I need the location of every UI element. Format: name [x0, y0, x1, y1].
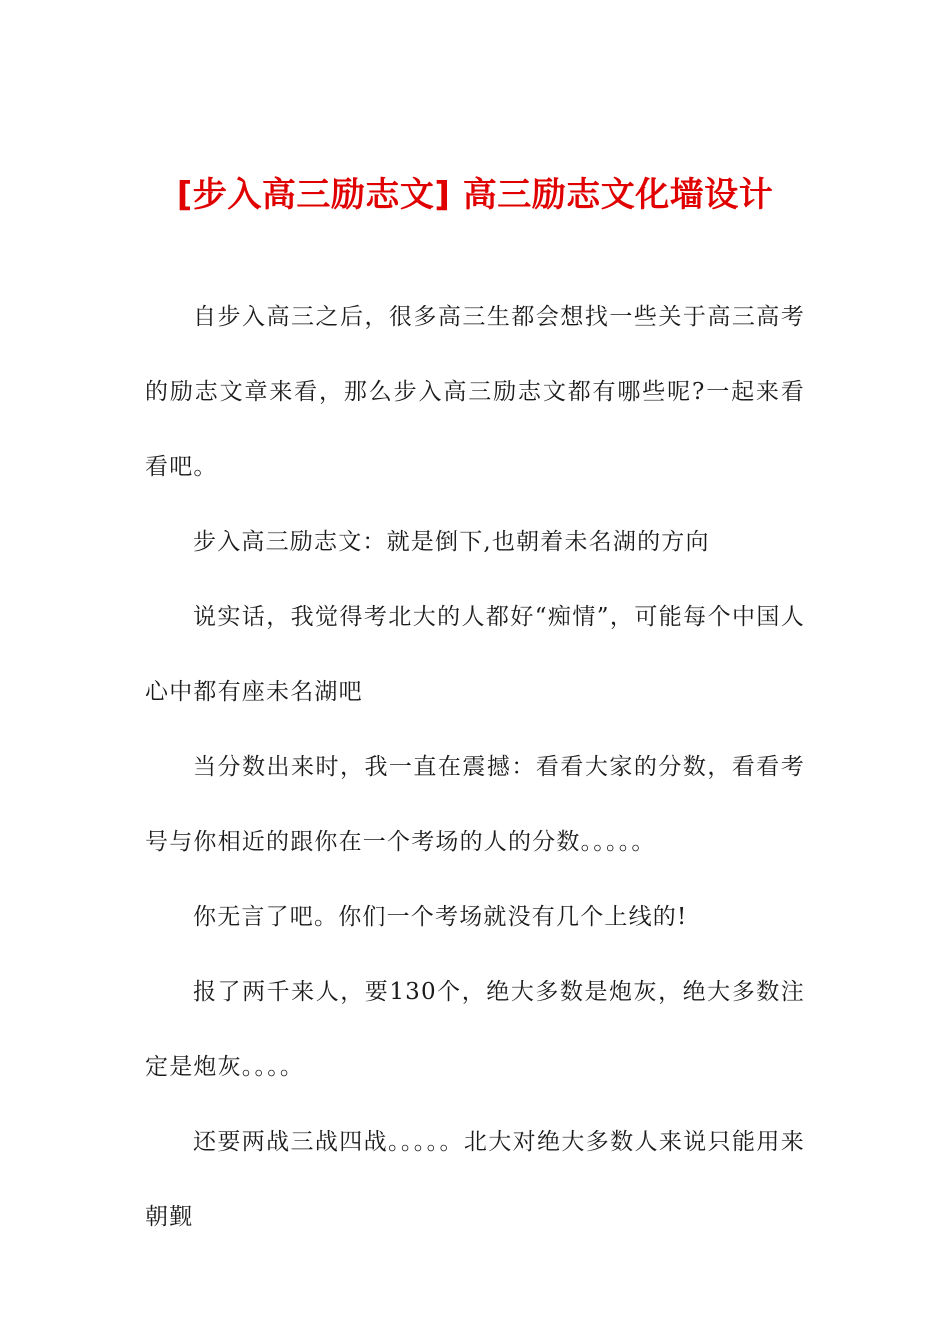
document-title: [步入高三励志文] 高三励志文化墙设计 [176, 174, 774, 215]
paragraph: 还要两战三战四战。。。。。北大对绝大多数人来说只能用来朝觐 [145, 1129, 805, 1230]
document-body [145, 280, 805, 1255]
paragraph-intro: 自步入高三之后，很多高三生都会想找一些关于高三高考的励志文章来看，那么步入高三励志文都有哪些呢?一起来看看吧。 [145, 304, 805, 480]
paragraph: 说实话，我觉得考北大的人都好“痴情”，可能每个中国人心中都有座未名湖吧 [145, 604, 805, 705]
paragraph: 当分数出来时，我一直在震撼：看看大家的分数，看看考号与你相近的跟你在一个考场的人的分数。。。。。 [145, 754, 805, 855]
paragraph: 你无言了吧。你们一个考场就没有几个上线的! [193, 904, 688, 930]
paragraph-heading: 步入高三励志文：就是倒下,也朝着未名湖的方向 [193, 529, 710, 555]
paragraph: 报了两千来人，要130个，绝大多数是炮灰，绝大多数注定是炮灰。。。。 [145, 979, 805, 1080]
